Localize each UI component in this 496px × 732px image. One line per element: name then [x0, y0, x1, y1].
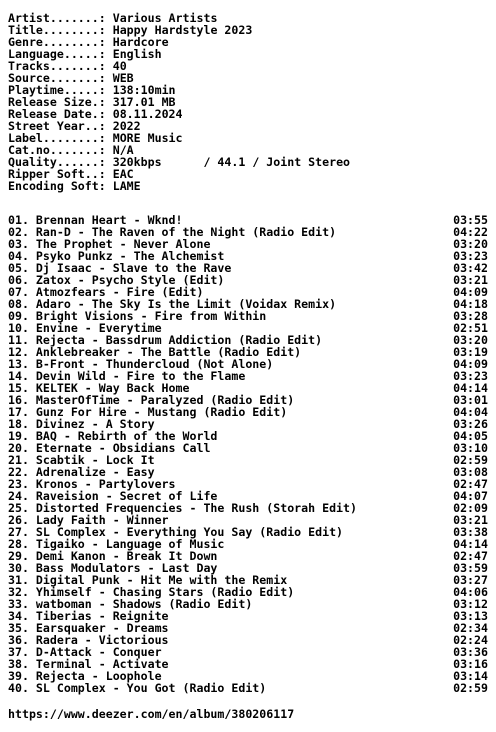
info-label: Release Size.:	[8, 95, 106, 109]
track-title: 21. Scabtik - Lock It	[8, 453, 155, 467]
track-title: 39. Rejecta - Loophole	[8, 669, 162, 683]
track-duration: 03:42	[453, 261, 488, 275]
track-title: 27. SL Complex - Everything You Say (Radio Edit)	[8, 525, 344, 539]
info-value: MORE Music	[112, 131, 183, 145]
track-duration: 02:34	[453, 621, 488, 635]
track-title: 34. Tiberias - Reignite	[8, 609, 169, 623]
track-title: 32. Yhimself - Chasing Stars (Radio Edit)	[8, 585, 295, 599]
track-duration: 03:19	[453, 345, 488, 359]
track-title: 33. watboman - Shadows (Radio Edit)	[8, 597, 253, 611]
track-title: 05. Dj Isaac - Slave to the Rave	[8, 261, 232, 275]
track-duration: 02:09	[453, 501, 488, 515]
track-duration: 04:14	[453, 537, 488, 551]
info-label: Tracks.......:	[8, 59, 106, 73]
track-duration: 03:28	[453, 309, 488, 323]
info-value: Various Artists	[112, 11, 218, 25]
track-title: 20. Eternate - Obsidians Call	[8, 441, 211, 455]
track-title: 19. BAQ - Rebirth of the World	[8, 429, 218, 443]
info-label: Language.....:	[8, 47, 106, 61]
track-title: 28. Tigaiko - Language of Music	[8, 537, 225, 551]
track-title: 08. Adaro - The Sky Is the Limit (Voidax Remix)	[8, 297, 337, 311]
track-title: 01. Brennan Heart - Wknd!	[8, 213, 183, 227]
track-duration: 03:36	[453, 645, 488, 659]
track-title: 35. Earsquaker - Dreams	[8, 621, 169, 635]
info-label: Quality......:	[8, 155, 106, 169]
info-value: 138:10min	[112, 83, 176, 97]
track-title: 15. KELTEK - Way Back Home	[8, 381, 190, 395]
track-title: 11. Rejecta - Bassdrum Addiction (Radio Edit)	[8, 333, 323, 347]
track-duration: 03:38	[453, 525, 488, 539]
info-label: Playtime.....:	[8, 83, 106, 97]
track-title: 03. The Prophet - Never Alone	[8, 237, 211, 251]
track-duration: 04:18	[453, 297, 488, 311]
track-duration: 03:12	[453, 597, 488, 611]
info-label: Genre........:	[8, 35, 106, 49]
track-title: 25. Distorted Frequencies - The Rush (Storah Edit)	[8, 501, 358, 515]
track-title: 26. Lady Faith - Winner	[8, 513, 169, 527]
info-label: Ripper Soft..:	[8, 167, 106, 181]
track-row	[8, 682, 488, 694]
track-title: 02. Ran-D - The Raven of the Night (Radio Edit)	[8, 225, 337, 239]
track-title: 24. Raveision - Secret of Life	[8, 489, 218, 503]
info-value: N/A	[112, 143, 134, 157]
info-value: 320kbps / 44.1 / Joint Stereo	[112, 155, 351, 169]
info-label: Artist.......:	[8, 11, 106, 25]
track-duration: 02:59	[453, 453, 488, 467]
track-duration: 03:23	[453, 369, 488, 383]
track-title: 09. Bright Visions - Fire from Within	[8, 309, 267, 323]
info-value: 40	[112, 59, 127, 73]
info-value: EAC	[112, 167, 134, 181]
track-duration: 04:14	[453, 381, 488, 395]
track-duration: 02:59	[453, 681, 488, 695]
info-value: Happy Hardstyle 2023	[112, 23, 253, 37]
info-label: Title........:	[8, 23, 106, 37]
track-duration: 03:23	[453, 249, 488, 263]
track-duration: 02:47	[453, 549, 488, 563]
info-value: 317.01 MB	[112, 95, 176, 109]
info-value: LAME	[112, 179, 141, 193]
track-duration: 02:24	[453, 633, 488, 647]
track-duration: 04:04	[453, 405, 488, 419]
track-duration: 03:55	[453, 213, 488, 227]
track-duration: 03:21	[453, 273, 488, 287]
info-value: English	[112, 47, 162, 61]
track-title: 13. B-Front - Thundercloud (Not Alone)	[8, 357, 274, 371]
track-duration: 03:16	[453, 657, 488, 671]
track-title: 07. Atmozfears - Fire (Edit)	[8, 285, 204, 299]
track-duration: 02:47	[453, 477, 488, 491]
info-label: Street Year..:	[8, 119, 106, 133]
track-duration: 03:13	[453, 609, 488, 623]
track-title: 12. Anklebreaker - The Battle (Radio Edit)	[8, 345, 302, 359]
track-title: 06. Zatox - Psycho Style (Edit)	[8, 273, 225, 287]
track-title: 14. Devin Wild - Fire to the Flame	[8, 369, 246, 383]
info-label: Source.......:	[8, 71, 106, 85]
track-title: 22. Adrenalize - Easy	[8, 465, 155, 479]
track-duration: 03:20	[453, 237, 488, 251]
info-row	[8, 180, 141, 192]
track-duration: 03:10	[453, 441, 488, 455]
track-duration: 03:21	[453, 513, 488, 527]
track-duration: 03:27	[453, 573, 488, 587]
track-title: 37. D-Attack - Conquer	[8, 645, 162, 659]
track-duration: 03:08	[453, 465, 488, 479]
info-value: 2022	[112, 119, 141, 133]
track-title: 31. Digital Punk - Hit Me with the Remix	[8, 573, 288, 587]
track-duration: 03:01	[453, 393, 488, 407]
track-title: 38. Terminal - Activate	[8, 657, 169, 671]
track-title: 40. SL Complex - You Got (Radio Edit)	[8, 681, 267, 695]
track-title: 17. Gunz For Hire - Mustang (Radio Edit)	[8, 405, 288, 419]
track-duration: 03:20	[453, 333, 488, 347]
track-duration: 04:05	[453, 429, 488, 443]
info-label: Release Date.:	[8, 107, 106, 121]
track-title: 18. Divinez - A Story	[8, 417, 155, 431]
track-duration: 03:26	[453, 417, 488, 431]
track-title: 36. Radera - Victorious	[8, 633, 169, 647]
track-duration: 03:59	[453, 561, 488, 575]
track-title: 29. Demi Kanon - Break It Down	[8, 549, 218, 563]
track-title: 16. MasterOfTime - Paralyzed (Radio Edit)	[8, 393, 295, 407]
source-url[interactable]: https://www.deezer.com/en/album/380206117	[8, 707, 295, 721]
track-title: 30. Bass Modulators - Last Day	[8, 561, 218, 575]
info-label: Cat.no.......:	[8, 143, 106, 157]
track-duration: 04:22	[453, 225, 488, 239]
info-value: 08.11.2024	[112, 107, 183, 121]
info-label: Encoding Soft:	[8, 179, 106, 193]
info-value: WEB	[112, 71, 134, 85]
info-value: Hardcore	[112, 35, 169, 49]
info-label: Label........:	[8, 131, 106, 145]
track-duration: 02:51	[453, 321, 488, 335]
track-duration: 03:14	[453, 669, 488, 683]
track-duration: 04:09	[453, 357, 488, 371]
track-title: 10. Envine - Everytime	[8, 321, 162, 335]
track-title: 23. Kronos - Partylovers	[8, 477, 176, 491]
track-title: 04. Psyko Punkz - The Alchemist	[8, 249, 225, 263]
track-duration: 04:09	[453, 285, 488, 299]
track-duration: 04:07	[453, 489, 488, 503]
track-duration: 04:06	[453, 585, 488, 599]
